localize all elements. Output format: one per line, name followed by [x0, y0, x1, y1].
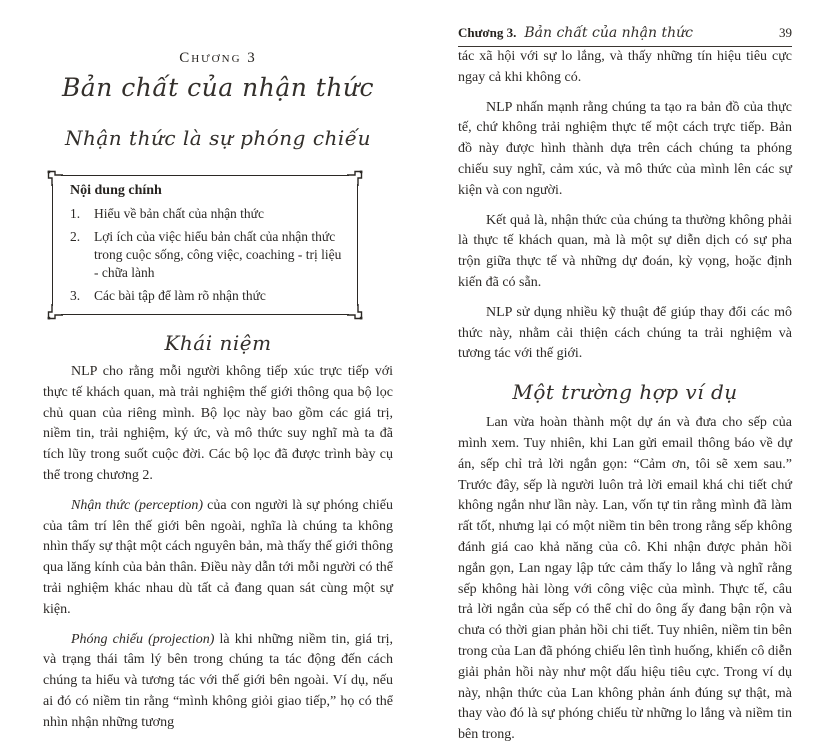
concept-heading: Khái niệm: [164, 331, 272, 355]
item-text: Lợi ích của việc hiểu bản chất của nhận thức trong cuộc sống, công việc, coaching - trị liệu - chữa lành: [94, 229, 342, 280]
paragraph: [43, 362, 393, 487]
paragraph-text: tác xã hội với sự lo lắng, và thấy những tín hiệu tiêu cực ngay cả khi không có.: [458, 49, 792, 85]
left-page: [43, 0, 393, 743]
bracket-corner-icon: [47, 170, 63, 186]
paragraph-text: của con người là sự phóng chiếu của tâm trí lên thế giới bên ngoài, nghĩa là chúng ta không nhìn thấy sự thật một cách nguyên bản, mà thấy thế giới thông qua lăng kính của bản thân. Điều này dẫn tới mỗi người có thể trải nghiệm khác nhau dù tất cả đang quan sát cùng một sự kiện.: [43, 497, 393, 617]
running-title-text: Bản chất của nhận thức: [524, 25, 693, 41]
paragraph: [43, 630, 393, 734]
box-border-bottom: [61, 314, 349, 315]
paragraph: [458, 211, 792, 294]
bracket-corner-icon: [347, 304, 363, 320]
paragraph-text: NLP nhấn mạnh rằng chúng ta tạo ra bản đồ của thực tế, chứ không trải nghiệm thực tế một cách trực tiếp. Bản đồ này được hình thành dựa trên cách chúng ta phóng chiếu suy nghĩ, cảm xúc, và mô thức của mình lên các sự kiện và con người.: [458, 99, 792, 198]
right-page: [458, 0, 792, 755]
item-number: 2.: [70, 229, 81, 244]
bracket-corner-icon: [347, 170, 363, 186]
bracket-corner-icon: [47, 304, 63, 320]
box-border-left: [52, 184, 53, 306]
paragraph-text: Kết quả là, nhận thức của chúng ta thường không phải là thực tế khách quan, mà là một sự diễn dịch có sự pha trộn giữa thực tế và những dự đoán, kỳ vọng, hoặc định kiến đã có sẵn.: [458, 212, 792, 290]
paragraph-text: là khi những niềm tin, giá trị, và trạng thái tâm lý bên trong chúng ta tác động đến cách chúng ta hiểu và tương tác với thế giới bên ngoài. Ví dụ, nếu ai đó có niềm tin rằng “mình không giỏi giao tiếp,” họ có thể nhìn nhận những tương: [43, 631, 394, 730]
list-item: [70, 287, 342, 305]
paragraph-text: Lan vừa hoàn thành một dự án và đưa cho sếp của mình xem. Tuy nhiên, khi Lan gửi email thông báo về dự án, sếp chỉ trả lời ngắn gọn: “Cảm ơn, tôi sẽ xem sau.” Trước đây, sếp là người luôn trả lời email khá chi tiết chứ không ngắn như lần này. Lan, vốn tự tin rằng mình đã làm rất tốt, nhưng lại có một niềm tin bên trong rằng sếp không đánh giá cao khả năng của cô. Khi nhận được phản hồi ngắn gọn, Lan ngay lập tức cảm thấy lo lắng và nghĩ rằng sếp không hài lòng với công việc của mình. Thực tế, câu trả lời ngắn của sếp có thể chỉ do ông ấy đang bận rộn và chưa có thời gian phản hồi chi tiết. Tuy nhiên, niềm tin bên trong của Lan đã phóng chiếu lên tình huống, khiến cô diễn giải phản hồi này như một dấu hiệu tiêu cực. Trong ví dụ này, nhận thức của Lan không phản ánh đúng sự thật, mà thay vào đó là sự phóng chiếu từ những lo lắng và niềm tin bên trong.: [458, 415, 792, 743]
italic-lead: Nhận thức (perception): [71, 497, 204, 513]
list-item: [70, 228, 342, 282]
item-text: Hiểu về bản chất của nhận thức: [94, 206, 264, 221]
chapter-label: Chương 3: [179, 50, 257, 66]
paragraph: [458, 413, 792, 746]
paragraph: [458, 303, 792, 365]
italic-lead: Phóng chiếu (projection): [71, 631, 215, 647]
paragraph: [458, 47, 792, 89]
paragraph-text: NLP sử dụng nhiều kỹ thuật để giúp thay đổi các mô thức này, nhằm cải thiện cách chúng ta trải nghiệm và tương tác với thế giới.: [458, 304, 792, 362]
paragraph-text: NLP cho rằng mỗi người không tiếp xúc trực tiếp với thực tế khách quan, mà trải nghiệm thế giới thông qua bộ lọc chủ quan của riêng mình. Bộ lọc này bao gồm các giá trị, niềm tin, trải nghiệm, ký ức, và mô thức suy nghĩ mà ta đã tích lũy trong suốt cuộc đời. Các bộ lọc đã được trình bày cụ thể trong chương 2.: [43, 364, 393, 483]
running-title-prefix: Chương 3.: [458, 25, 517, 40]
box-border-top: [61, 175, 349, 176]
running-header: [458, 24, 792, 47]
summary-box-title: Nội dung chính: [70, 183, 162, 198]
item-number: 3.: [70, 288, 81, 303]
paragraph: [43, 496, 393, 621]
item-text: Các bài tập để làm rõ nhận thức: [94, 288, 266, 303]
list-item: [70, 205, 342, 223]
paragraph: [458, 98, 792, 202]
item-number: 1.: [70, 206, 81, 221]
summary-list: [70, 205, 342, 305]
chapter-title: Bản chất của nhận thức: [61, 73, 375, 102]
summary-box: [52, 175, 358, 315]
section-title: Nhận thức là sự phóng chiếu: [64, 126, 371, 150]
page-number: 39: [779, 25, 792, 40]
box-border-right: [357, 184, 358, 306]
example-heading: Một trường hợp ví dụ: [512, 380, 738, 405]
running-title: [458, 24, 693, 42]
